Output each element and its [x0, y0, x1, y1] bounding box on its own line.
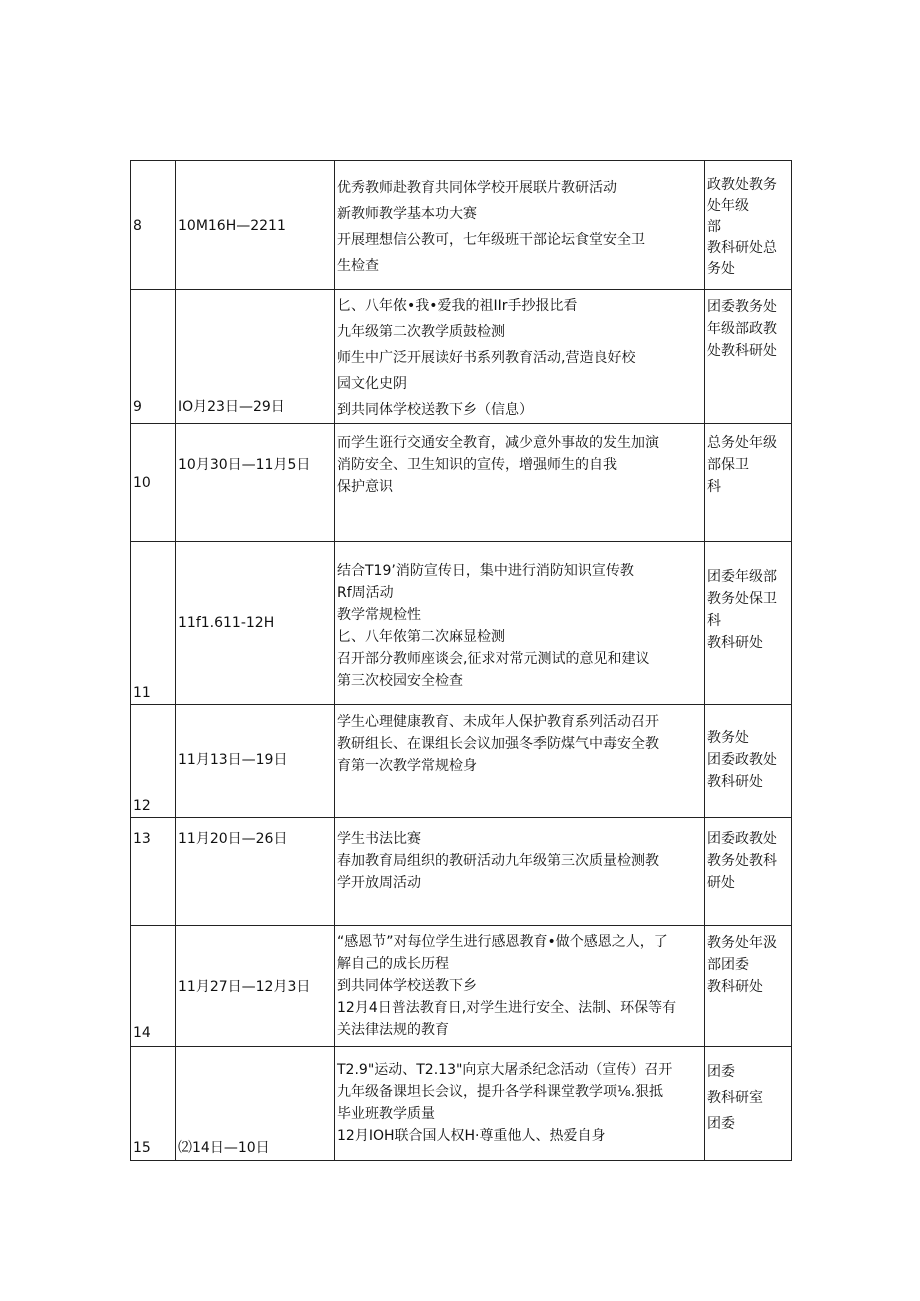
week-number: 8	[133, 218, 142, 234]
date-range: IO月23日—29日	[178, 399, 285, 415]
content-cell	[335, 705, 705, 818]
dept-line: 处年级	[707, 198, 749, 214]
content-cell	[335, 290, 705, 424]
dept-line: 教科研处	[707, 774, 763, 790]
dept-line: 政教处教务	[707, 177, 777, 193]
content-line: 春加教育局组织的教研活动九年级第三次质量检测教	[337, 853, 659, 869]
week-cell	[131, 818, 176, 926]
content-line: 生检查	[337, 258, 379, 274]
dept-cell	[705, 926, 792, 1047]
dept-cell	[705, 161, 792, 290]
content-line: 育第一次教学常规检身	[337, 758, 477, 774]
dept-line: 总务处年级	[707, 435, 777, 451]
table-row	[131, 818, 792, 926]
dept-line: 团委	[707, 1116, 735, 1132]
dept-line: 教务处	[707, 730, 749, 746]
content-line: 匕、八年侬第二次麻显检测	[337, 629, 505, 645]
date-cell	[176, 1047, 335, 1161]
date-range: ⑵14日—10日	[178, 1140, 270, 1156]
dept-line: 团委	[707, 1064, 735, 1080]
content-line: 教学常规检性	[337, 607, 421, 623]
content-line: 关法律法规的教育	[337, 1022, 449, 1038]
date-range: 11f1.611-12H	[178, 615, 275, 631]
dept-line: 部团委	[707, 957, 749, 973]
date-cell	[176, 290, 335, 424]
content-line: T2.9"运动、T2.13"向京大屠杀纪念活动（宣传）召开	[337, 1062, 673, 1078]
dept-line: 教务处教科	[707, 853, 777, 869]
table-row	[131, 1047, 792, 1161]
dept-line: 研处	[707, 875, 735, 891]
content-cell	[335, 424, 705, 542]
week-number: 15	[133, 1140, 151, 1156]
date-range: 11月27日—12月3日	[178, 979, 311, 995]
content-line: 12月4日普法教育日,对学生进行安全、法制、环保等有	[337, 1000, 677, 1016]
week-number: 9	[133, 399, 142, 415]
dept-line: 团委年级部	[707, 569, 777, 585]
dept-line: 部	[707, 219, 721, 235]
table-row	[131, 290, 792, 424]
week-cell	[131, 161, 176, 290]
table-row	[131, 705, 792, 818]
content-line: 学生心理健康教育、未成年人保护教育系列活动召开	[337, 714, 659, 730]
content-line: 毕业班教学质量	[337, 1106, 435, 1122]
dept-cell	[705, 424, 792, 542]
table-row	[131, 542, 792, 705]
content-line: 结合T19’消防宣传日，集中进行消防知识宣传教	[337, 563, 634, 579]
content-line: 匕、八年侬•我•爱我的祖IIr手抄报比看	[337, 298, 578, 314]
week-number: 11	[133, 685, 151, 701]
content-line: 师生中广泛开展读好书系列教育活动,营造良好校	[337, 350, 636, 366]
content-line: 新教师教学基本功大赛	[337, 206, 477, 222]
date-cell	[176, 818, 335, 926]
dept-cell	[705, 818, 792, 926]
content-line: 保护意识	[337, 479, 393, 495]
dept-line: 务处	[707, 261, 735, 277]
week-number: 12	[133, 798, 151, 814]
date-range: 11月13日—19日	[178, 752, 288, 768]
dept-line: 教科研处总	[707, 240, 777, 256]
dept-line: 团委政教处	[707, 831, 777, 847]
dept-cell	[705, 705, 792, 818]
content-line: 学开放周活动	[337, 875, 421, 891]
content-line: 召开部分教师座谈会,征求对常元测试的意见和建议	[337, 651, 650, 667]
content-line: 九年级第二次教学质鼓检测	[337, 324, 505, 340]
schedule-table	[130, 160, 792, 1161]
date-range: 11月20日—26日	[178, 831, 288, 847]
dept-line: 教科研室	[707, 1090, 763, 1106]
content-line: 学生书法比赛	[337, 831, 421, 847]
content-line: 第三次校园安全检查	[337, 673, 463, 689]
content-cell	[335, 818, 705, 926]
week-cell	[131, 542, 176, 705]
content-line: “感恩节”对每位学生进行感恩教育•做个感恩之人，了	[337, 934, 668, 950]
content-line: 九年级备课坦长会议，提升各学科课堂教学项⅛.狠抵	[337, 1084, 664, 1100]
date-cell	[176, 926, 335, 1047]
content-line: 而学生诳行交通安全教育，减少意外事故的发生加演	[337, 435, 659, 451]
dept-line: 处教科研处	[707, 343, 777, 359]
content-line: Rf周活动	[337, 585, 394, 601]
dept-cell	[705, 290, 792, 424]
date-range: 10月30日—11月5日	[178, 457, 311, 473]
dept-line: 部保卫	[707, 457, 749, 473]
week-cell	[131, 1047, 176, 1161]
date-cell	[176, 424, 335, 542]
week-number: 10	[133, 475, 151, 491]
week-cell	[131, 926, 176, 1047]
dept-line: 年级部政教	[707, 321, 777, 337]
content-line: 解自己的成长历程	[337, 956, 449, 972]
dept-line: 科	[707, 479, 721, 495]
date-cell	[176, 542, 335, 705]
content-line: 到共同体学校送教下乡（信息）	[337, 402, 533, 418]
dept-line: 教科研处	[707, 979, 763, 995]
table-row	[131, 926, 792, 1047]
dept-line: 教务处保卫	[707, 591, 777, 607]
content-cell	[335, 1047, 705, 1161]
dept-line: 教科研处	[707, 635, 763, 651]
week-number: 14	[133, 1025, 151, 1041]
dept-line: 团委教务处	[707, 299, 777, 315]
dept-line: 团委政教处	[707, 752, 777, 768]
content-line: 优秀教师赴教育共同体学校开展联片教研活动	[337, 180, 617, 196]
content-line: 教研组长、在课组长会议加强冬季防煤气中毒安全教	[337, 736, 659, 752]
content-line: 开展理想信公教可，七年级班干部论坛食堂安全卫	[337, 232, 645, 248]
content-line: 12月IOH联合国人权H·尊重他人、热爱自身	[337, 1128, 606, 1144]
content-line: 到共同体学校送教下乡	[337, 978, 477, 994]
dept-line: 教务处年汲	[707, 935, 777, 951]
table-row	[131, 161, 792, 290]
week-number: 13	[133, 831, 151, 847]
week-cell	[131, 705, 176, 818]
date-cell	[176, 161, 335, 290]
week-cell	[131, 290, 176, 424]
dept-line: 科	[707, 613, 721, 629]
dept-cell	[705, 1047, 792, 1161]
content-cell	[335, 926, 705, 1047]
content-cell	[335, 161, 705, 290]
table-row	[131, 424, 792, 542]
date-cell	[176, 705, 335, 818]
content-cell	[335, 542, 705, 705]
content-line: 园文化史阴	[337, 376, 407, 392]
week-cell	[131, 424, 176, 542]
dept-cell	[705, 542, 792, 705]
content-line: 消防安全、卫生知识的宣传，增强师生的自我	[337, 457, 617, 473]
date-range: 10M16H—2211	[178, 218, 286, 234]
